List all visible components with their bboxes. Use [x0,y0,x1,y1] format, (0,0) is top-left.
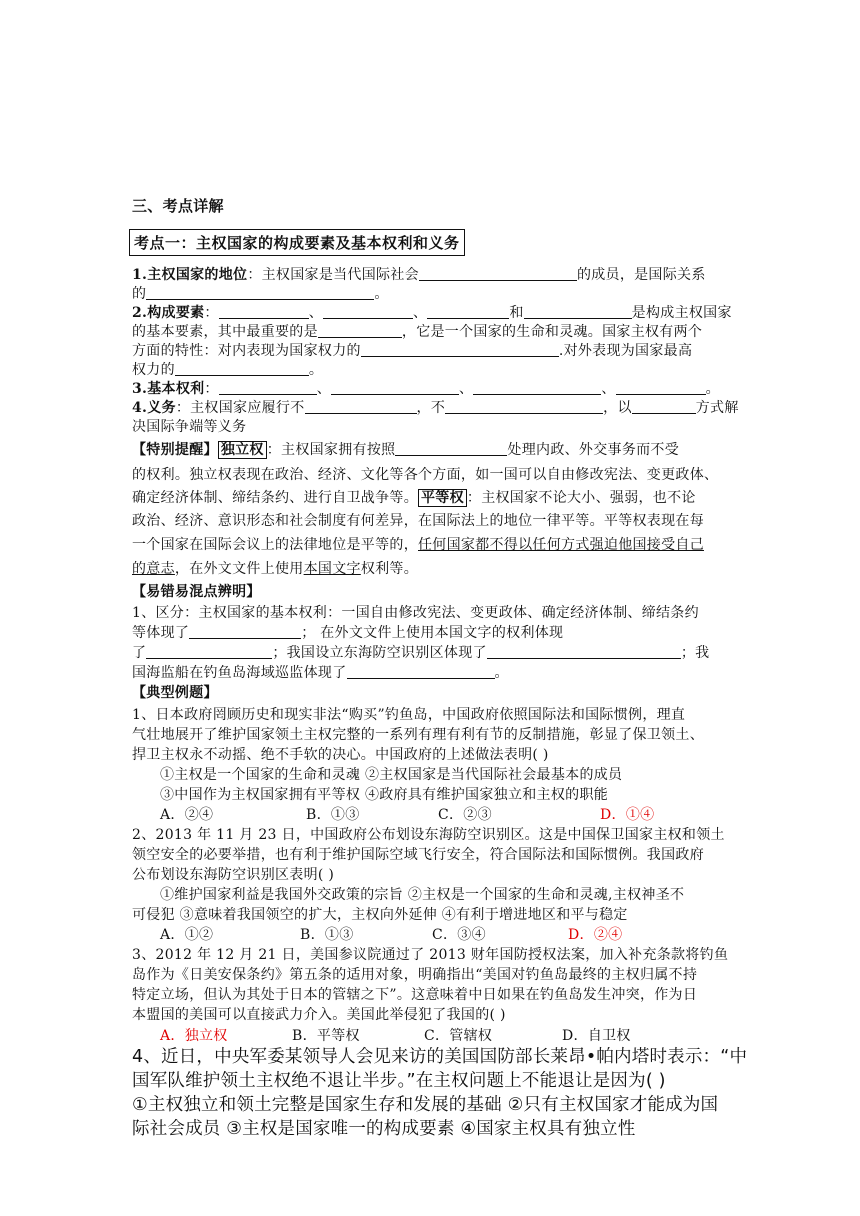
option-a-correct[interactable]: A．独立权 [160,1028,228,1044]
option-b[interactable]: B．平等权 [292,1028,360,1044]
text: ： [204,381,219,397]
tip-line4 [132,512,732,531]
text: 、 [601,381,616,397]
fill-blank[interactable] [427,304,509,319]
fill-blank[interactable] [175,361,309,376]
confuse-line3 [132,644,732,663]
point2-line3 [132,342,732,361]
text: ；我国设立东海防空识别区体现了 [272,645,487,661]
text: 权利等。 [360,561,419,577]
q2-statement1: ①维护国家利益是我国外交政策的宗旨 ②主权是一个国家的生命和灵魂,主权神圣不 [160,887,685,903]
q2-line3: 公布划设东海防空识别区表明( ) [132,867,335,883]
underlined-text: 本国文字 [303,561,361,577]
text: 一个国家在国际会议上的法律地位是平等的， [132,537,418,553]
q2-options [160,926,760,945]
q4-line3: ①主权独立和领土完整是国家生存和发展的基础 ②只有主权国家才能成为国 [132,1095,719,1115]
fill-blank[interactable] [146,285,374,300]
text: 的成员，是国际关系 [576,267,706,283]
fill-blank[interactable] [219,380,317,395]
confuse-label: 【易错易混点辨明】 [132,584,261,600]
point4-label: 4.义务 [132,400,176,416]
topic-one-title: 考点一：主权国家的构成要素及基本权利和义务 [129,229,465,256]
text: 、 [413,305,428,321]
q4-line4: 际社会成员 ③主权是国家唯一的构成要素 ④国家主权具有独立性 [132,1119,636,1139]
text: 。 [374,286,389,302]
option-a[interactable]: A．②④ [160,807,214,823]
point4-line1 [132,399,739,418]
point3-label: 3.基本权利 [132,381,205,397]
fill-blank[interactable] [323,304,413,319]
fill-blank[interactable] [347,664,495,679]
tip-line5 [132,536,732,555]
option-b[interactable]: B．①③ [300,927,354,943]
q1-statement2: ③中国作为主权国家拥有平等权 ④政府具有维护国家独立和主权的职能 [160,787,609,803]
text: 的基本要素，其中最重要的是 [132,324,318,340]
section-title: 三、考点详解 [132,197,224,215]
point2-line2 [132,323,732,342]
text: 。 [705,381,720,397]
text: 国海监船在钓鱼岛海域巡监体现了 [132,665,347,681]
text: ，在外文文件上使用 [174,561,304,577]
q3-line2: 岛作为《日美安保条约》第五条的适用对象，明确指出“美国对钓鱼岛最终的主权归属不持 [132,967,698,983]
text: 、 [308,305,324,321]
text: ，它是一个国家的生命和灵魂。国家主权有两个 [401,324,703,340]
fill-blank[interactable] [524,304,632,319]
fill-blank[interactable] [632,399,696,414]
text: .对外表现为国家最高 [558,343,693,359]
text: 和 [509,305,524,321]
option-d-correct[interactable]: D．①④ [600,807,655,823]
q1-statement1: ①主权是一个国家的生命和灵魂 ②主权国家是当代国际社会最基本的成员 [160,767,623,783]
text: 了 [132,645,147,661]
text: 的 [132,286,147,302]
point2-line4 [132,361,732,380]
fill-blank[interactable] [445,399,603,414]
text: ； 在外文文件上使用本国文字的权利体现 [301,625,564,641]
text: 、 [459,381,474,397]
text: 方面的特性：对内表现为国家权力的 [132,343,361,359]
fill-blank[interactable] [305,399,417,414]
point1-line1 [132,266,732,285]
text: 的权利。独立权表现在政治、经济、文化等各个方面，如一国可以自由修改宪法、变更政体、 [132,467,719,483]
q3-options [160,1027,760,1046]
tip-line2 [132,466,732,485]
q1-line1: 1、日本政府罔顾历史和现实非法“购买”钓鱼岛，中国政府依照国际法和国际惯例，理直 [132,707,686,723]
q4-line2: 国军队维护领土主权绝不退让半步。”在主权问题上不能退让是因为( ) [132,1071,666,1091]
q2-statement2: 可侵犯 ③意味着我国领空的扩大，主权向外延伸 ④有利于增进地区和平与稳定 [132,907,628,923]
option-c[interactable]: C．管辖权 [424,1028,493,1044]
text: ，不 [416,400,446,416]
fill-blank[interactable] [146,644,272,659]
point1-label: 1.主权国家的地位 [132,267,248,283]
text: ，以 [603,400,632,416]
text: 是构成主权国家 [631,305,732,321]
q2-line2: 领空安全的必要举措，也有利于维护国际空域飞行安全，符合国际法和国际惯例。我国政府 [132,847,704,863]
text: 政治、经济、意识形态和社会制度有何差异，在国际法上的地位一律平等。平等权表现在每 [132,513,704,529]
tip-line1 [132,441,732,460]
fill-blank[interactable] [395,441,507,456]
point2-line1 [132,304,732,323]
q1-line2: 气壮地展开了维护国家领土主权完整的一系列有理有利有节的反制措施，彰显了保卫领土、 [132,727,704,743]
point2-label: 2.构成要素 [132,305,205,321]
text: 1、区分：主权国家的基本权利：一国自由修改宪法、变更政体、确定经济体制、缔结条约 [132,605,699,621]
text: 确定经济体制、缔结条约、进行自卫战争等。 [132,490,418,506]
tip-label: 【特别提醒】 [132,442,218,458]
fill-blank[interactable] [318,323,402,338]
fill-blank[interactable] [419,266,577,281]
q3-line1: 3、2012 年 12 月 21 日，美国参议院通过了 2013 财年国防授权法案，加入补充条款将钓鱼 [132,947,729,963]
fill-blank[interactable] [473,380,601,395]
tip-line6 [132,560,732,579]
option-a[interactable]: A．①② [160,927,214,943]
point3-line [132,380,732,399]
option-d-correct[interactable]: D．②④ [568,927,623,943]
fill-blank[interactable] [219,304,309,319]
q3-line3: 特定立场，但认为其处于日本的管辖之下”。这意味着中日如果在钓鱼岛发生冲突，作为日 [132,987,698,1003]
text: 。 [494,665,509,681]
option-d[interactable]: D．自卫权 [562,1028,631,1044]
q2-line1: 2、2013 年 11 月 23 日，中国政府公布划设东海防空识别区。这是中国保卫国家主权和领土 [132,827,725,843]
text: ：主权国家应履行不 [175,400,305,416]
text: ：主权国家拥有按照 [266,442,396,458]
q1-line3: 捍卫主权永不动摇、绝不手软的决心。中国政府的上述做法表明( ) [132,747,549,763]
fill-blank[interactable] [361,342,559,357]
fill-blank[interactable] [616,380,706,395]
text: ：主权国家是当代国际社会 [247,267,419,283]
point4-line2 [132,418,732,437]
examples-label: 【典型例题】 [132,685,218,701]
text: ；我 [680,645,710,661]
fill-blank[interactable] [487,644,681,659]
text: 权力的 [132,362,175,378]
q3-line4: 本盟国的美国可以直接武力介入。美国此举侵犯了我国的( ) [132,1007,506,1023]
q4-line1: 4、近日，中央军委某领导人会见来访的美国国防部长莱昂•帕内塔时表示：“中 [132,1047,748,1067]
tip-line3 [132,489,732,508]
text: 、 [316,381,332,397]
equality-right-box: 平等权 [418,489,467,507]
fill-blank[interactable] [331,380,459,395]
text: ： [204,305,219,321]
text: 决国际争端等义务 [132,419,247,435]
independence-right-box: 独立权 [218,441,267,459]
option-c[interactable]: C．②③ [438,807,492,823]
q1-options [160,806,760,825]
confuse-line2 [132,624,732,643]
text: 。 [308,362,324,378]
confuse-line4 [132,664,732,683]
fill-blank[interactable] [189,624,301,639]
option-b[interactable]: B．①③ [306,807,360,823]
underlined-text: 任何国家都不得以任何方式强迫他国接受自己 [418,537,704,553]
option-c[interactable]: C．③④ [432,927,486,943]
confuse-line1 [132,604,732,623]
text: 方式解 [695,400,739,416]
text: 等体现了 [132,625,190,641]
underlined-text: 的意志 [132,561,175,577]
text: ：主权国家不论大小、强弱，也不论 [466,490,696,506]
text: 处理内政、外交事务而不受 [507,442,680,458]
point1-line2 [132,285,732,304]
